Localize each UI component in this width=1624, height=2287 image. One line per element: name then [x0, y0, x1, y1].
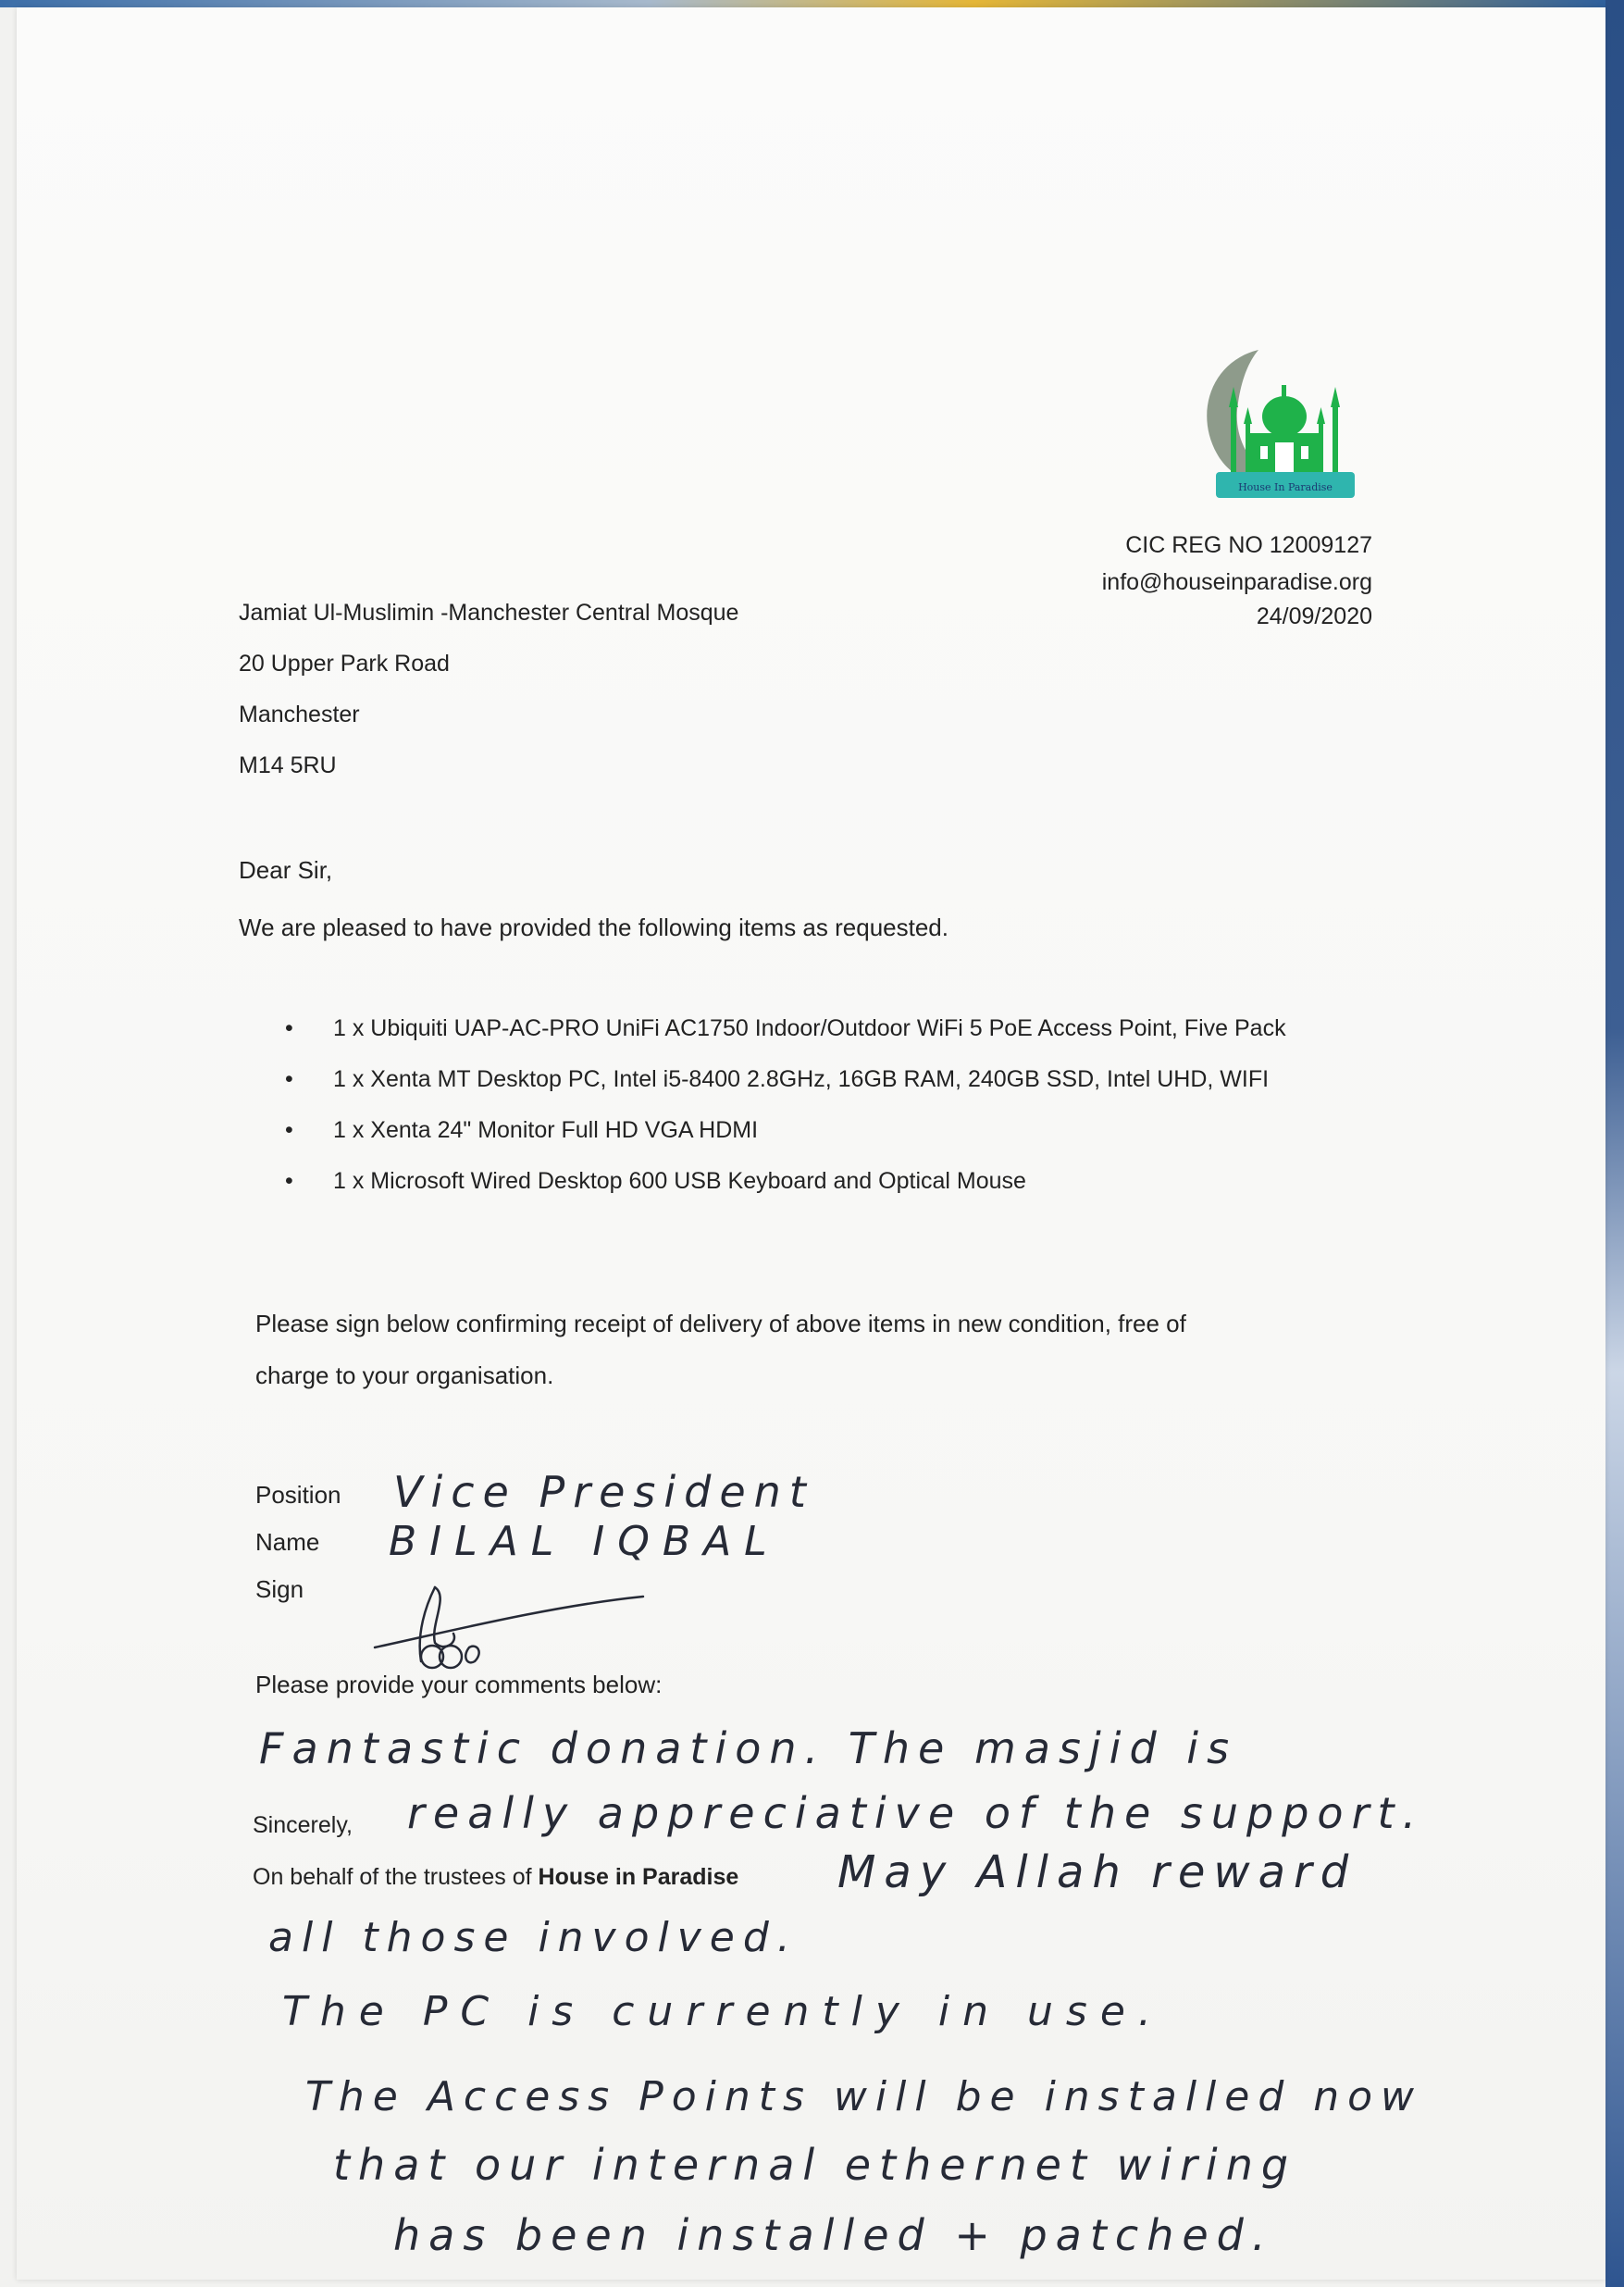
item-text: 1 x Ubiquiti UAP-AC-PRO UniFi AC1750 Indoor/Outdoor WiFi 5 PoE Access Point, Five Pack [333, 1015, 1286, 1041]
sincerely-text: Sincerely, [253, 1812, 353, 1838]
sign-label: Sign [255, 1575, 304, 1603]
behalf-prefix: On behalf of the trustees of [253, 1864, 532, 1890]
background-top-edge [0, 0, 1624, 7]
position-handwritten: Vice President [393, 1467, 814, 1517]
name-handwritten: BILAL IQBAL [389, 1518, 780, 1565]
salutation: Dear Sir, [239, 856, 333, 884]
bullet-icon: • [285, 1066, 293, 1092]
recipient-postcode: M14 5RU [239, 752, 337, 778]
behalf-org: House in Paradise [538, 1864, 739, 1890]
confirm-text-line2: charge to your organisation. [255, 1361, 554, 1389]
bullet-icon: • [285, 1168, 293, 1194]
org-email[interactable]: info@houseinparadise.org [1101, 569, 1372, 595]
position-label: Position [255, 1481, 341, 1509]
comment-line-8: has been installed + patched. [393, 2210, 1274, 2260]
comment-line-3: May Allah reward [837, 1846, 1357, 1898]
comment-line-6: The Access Points will be installed now [305, 2073, 1423, 2120]
logo-text: House In Paradise [1238, 481, 1333, 493]
item-text: 1 x Microsoft Wired Desktop 600 USB Keyboard and Optical Mouse [333, 1168, 1026, 1194]
comment-line-4: all those involved. [268, 1914, 799, 1961]
reg-number: CIC REG NO 12009127 [1125, 532, 1372, 558]
comment-line-5: The PC is currently in use. [282, 1988, 1164, 2035]
item-text: 1 x Xenta 24" Monitor Full HD VGA HDMI [333, 1117, 759, 1143]
comments-label: Please provide your comments below: [255, 1671, 663, 1698]
name-label: Name [255, 1528, 320, 1556]
mosque-logo [1194, 342, 1370, 504]
intro-text: We are pleased to have provided the following items as requested. [239, 914, 948, 941]
recipient-name: Jamiat Ul-Muslimin -Manchester Central Mosque [239, 600, 739, 626]
behalf-text [253, 1864, 738, 1891]
recipient-city: Manchester [239, 702, 360, 727]
confirm-text-line1: Please sign below confirming receipt of delivery of above items in new condition, free of [255, 1310, 1186, 1337]
item-text: 1 x Xenta MT Desktop PC, Intel i5-8400 2.8GHz, 16GB RAM, 240GB SSD, Intel UHD, WIFI [333, 1066, 1270, 1092]
bullet-icon: • [285, 1015, 293, 1041]
comment-line-7: that our internal ethernet wiring [333, 2140, 1297, 2190]
comment-line-2: really appreciative of the support. [407, 1788, 1425, 1838]
background-right-edge [1605, 0, 1624, 2287]
letter-date: 24/09/2020 [1256, 603, 1372, 629]
recipient-street: 20 Upper Park Road [239, 651, 450, 677]
bullet-icon: • [285, 1117, 293, 1143]
comment-line-1: Fantastic donation. The masjid is [259, 1723, 1238, 1773]
